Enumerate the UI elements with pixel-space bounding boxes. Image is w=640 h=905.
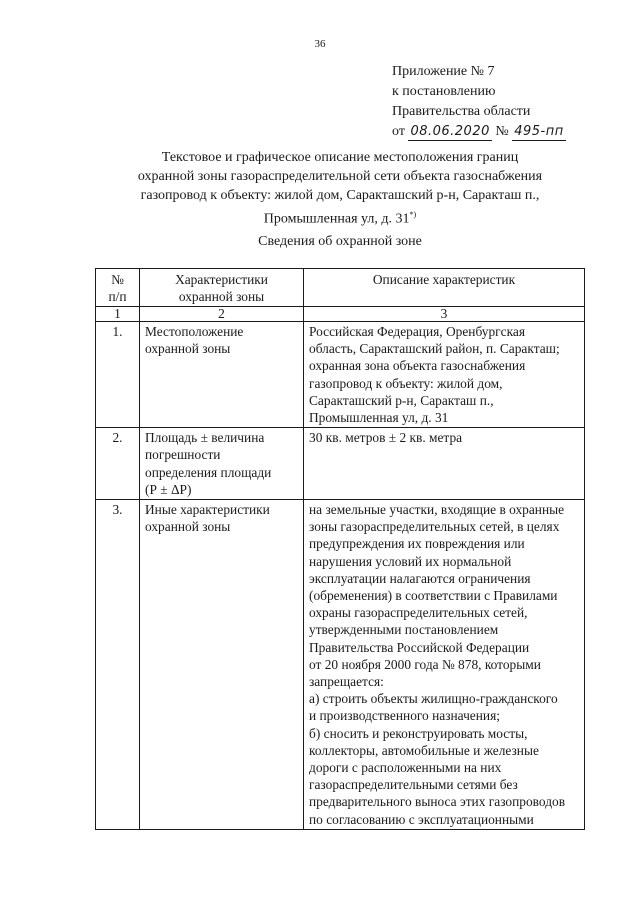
description-line: зоны газораспределительных сетей, в целях — [309, 519, 560, 535]
row-description — [304, 428, 585, 500]
description-line: газопровод к объекту: жилой дом, — [309, 375, 503, 391]
header-char-line: Характеристики — [175, 272, 268, 287]
index-cell: 2 — [140, 307, 304, 322]
description-line: нарушения условий их нормальной — [309, 553, 512, 569]
row-characteristic — [140, 322, 304, 428]
characteristic-line: Иные характеристики — [145, 502, 270, 518]
section-subtitle: Сведения об охранной зоне — [258, 234, 422, 249]
description-line: Российская Федерация, Оренбургская — [309, 324, 525, 339]
description-line: охраны газораспределительных сетей, — [309, 605, 528, 621]
description-line: по согласованию с эксплуатационными — [309, 811, 534, 827]
header-char-line: охранной зоны — [178, 289, 265, 304]
description-line: коллекторы, автомобильные и железные — [309, 742, 539, 758]
number-sign: № — [495, 124, 509, 139]
row-characteristic — [140, 500, 304, 830]
handwritten-number: 495-пп — [514, 124, 564, 139]
characteristic-line: определения площади — [145, 464, 272, 480]
index-cell: 3 — [304, 307, 585, 322]
header-description: Описание характеристик — [304, 269, 585, 307]
description-line: предупреждения их повреждения или — [309, 536, 525, 552]
appendix-header — [392, 62, 566, 142]
date-prefix: от — [392, 124, 405, 139]
characteristic-line: охранной зоны — [145, 519, 231, 535]
description-line: охранная зона объекта газоснабжения — [309, 358, 526, 374]
header-characteristics — [140, 269, 304, 307]
appendix-date-line — [392, 122, 566, 142]
document-title — [60, 148, 620, 229]
title-line: Текстовое и графическое описание местоположения границ — [161, 150, 519, 165]
table-row — [96, 322, 585, 428]
description-line: область, Саракташский район, п. Саракташ; — [309, 341, 560, 357]
description-line: предварительного выноса этих газопроводов — [309, 794, 566, 810]
zone-info-table — [95, 268, 585, 830]
description-line: 30 кв. метров ± 2 кв. метра — [309, 430, 463, 446]
footnote-mark: *) — [409, 210, 417, 219]
header-num-line: № — [111, 272, 124, 287]
characteristic-line: Площадь ± величина — [145, 430, 265, 446]
row-number: 3. — [96, 500, 140, 830]
table-row — [96, 500, 585, 830]
row-description — [304, 500, 585, 830]
description-line: утвержденными постановлением — [309, 622, 499, 638]
page-number: 36 — [314, 38, 326, 50]
appendix-line: Правительства области — [392, 104, 531, 119]
table-index-row — [96, 307, 585, 322]
characteristic-line: (Р ± ΔР) — [145, 481, 192, 497]
appendix-line: Приложение № 7 — [392, 64, 495, 79]
characteristic-line: Местоположение — [145, 324, 244, 339]
row-number: 2. — [96, 428, 140, 500]
description-line: эксплуатации налагаются ограничения — [309, 570, 531, 586]
characteristic-line: охранной зоны — [145, 341, 231, 357]
row-description — [304, 322, 585, 428]
header-num-line: п/п — [108, 289, 127, 304]
description-line: а) строить объекты жилищно-гражданского — [309, 691, 558, 707]
description-line: газораспределительными сетями без — [309, 777, 518, 793]
index-cell: 1 — [96, 307, 140, 322]
description-line: и производственного назначения; — [309, 708, 500, 724]
title-line — [60, 205, 620, 229]
description-line: на земельные участки, входящие в охранные — [309, 502, 565, 518]
description-line: Промышленная ул, д. 31 — [309, 410, 449, 426]
description-line: Правительства Российской Федерации — [309, 639, 530, 655]
description-line: от 20 ноября 2000 года № 878, которыми — [309, 656, 541, 672]
table-row — [96, 428, 585, 500]
description-line: запрещается: — [309, 674, 384, 690]
title-line: газопровод к объекту: жилой дом, Саракташский р-н, Саракташ п., — [140, 188, 540, 203]
description-line: дороги с расположенными на них — [309, 760, 502, 776]
header-num — [96, 269, 140, 307]
row-characteristic — [140, 428, 304, 500]
appendix-line: к постановлению — [392, 84, 496, 99]
table-header-row — [96, 269, 585, 307]
characteristic-line: погрешности — [145, 447, 221, 463]
description-line: Саракташский р-н, Саракташ п., — [309, 392, 494, 408]
row-number: 1. — [96, 322, 140, 428]
title-address: Промышленная ул, д. 31 — [263, 211, 410, 227]
title-line: охранной зоны газораспределительной сети объекта газоснабжения — [137, 169, 543, 184]
description-line: б) сносить и реконструировать мосты, — [309, 725, 528, 741]
handwritten-date: 08.06.2020 — [410, 124, 490, 139]
description-line: (обременения) в соответствии с Правилами — [309, 588, 558, 604]
